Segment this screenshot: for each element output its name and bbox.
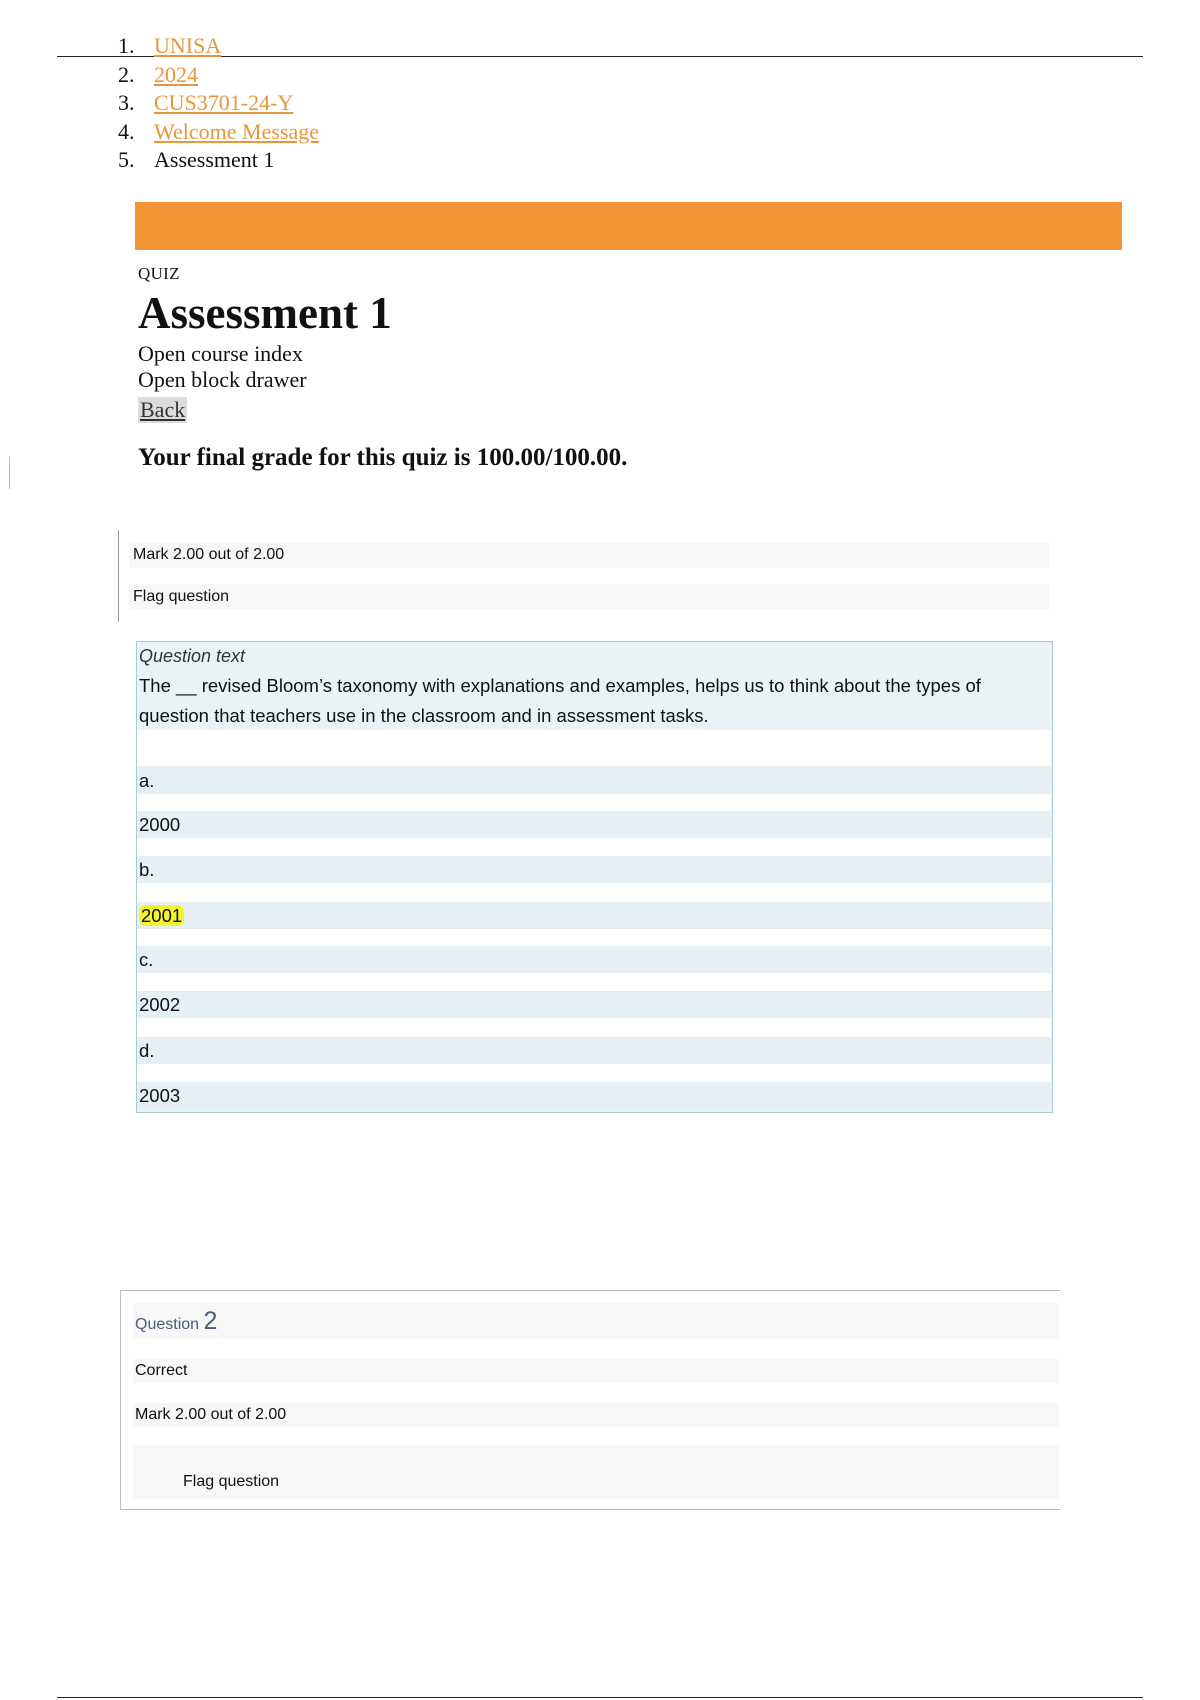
flag-question-button[interactable]: Flag question [129, 584, 1049, 610]
question-2-flag-area [133, 1445, 1059, 1499]
question-mark: Mark 2.00 out of 2.00 [129, 542, 1049, 568]
breadcrumb-item: 2. 2024 [118, 61, 319, 90]
activity-type-label: QUIZ [138, 264, 180, 283]
open-block-drawer-button[interactable]: Open block drawer [138, 367, 307, 392]
question-1-content [136, 641, 1053, 1113]
option-b[interactable] [137, 902, 1051, 929]
option-letter-a: a. [137, 767, 1051, 794]
option-c[interactable]: 2002 [137, 991, 1051, 1018]
bottom-rule [57, 1697, 1143, 1698]
breadcrumb-link-course[interactable]: CUS3701-24-Y [154, 90, 294, 115]
breadcrumb-item: 4. Welcome Message [118, 118, 319, 147]
breadcrumb-link-welcome[interactable]: Welcome Message [154, 118, 319, 144]
question-1-info [118, 530, 1047, 622]
page-title: Assessment 1 [138, 288, 392, 338]
selected-answer-highlight: 2001 [141, 905, 183, 926]
question-text: The __ revised Bloom’s taxonomy with explanations and examples, helps us to think about the types of question that teachers use in the classroom and in assessment tasks. [139, 675, 981, 726]
breadcrumb-link-unisa[interactable]: UNISA [154, 33, 222, 58]
option-letter-b: b. [137, 856, 1051, 883]
question-2-status: Correct [133, 1359, 1059, 1383]
page-banner [135, 202, 1122, 250]
breadcrumb-item: 5. Assessment 1 [118, 146, 319, 175]
open-course-index-button[interactable]: Open course index [138, 341, 303, 366]
breadcrumb [118, 32, 319, 175]
option-d[interactable]: 2003 [137, 1082, 1051, 1109]
breadcrumb-current: Assessment 1 [154, 147, 275, 172]
spacer [137, 730, 1051, 766]
breadcrumb-item: 1. UNISA [118, 32, 319, 61]
question-text-label: Question text [139, 646, 246, 666]
question-2-number: Question 2 [133, 1303, 1059, 1339]
final-grade: Your final grade for this quiz is 100.00/100.00. [138, 444, 628, 471]
breadcrumb-item: 3. CUS3701-24-Y [118, 89, 319, 118]
question-2-mark: Mark 2.00 out of 2.00 [133, 1403, 1059, 1427]
back-button[interactable]: Back [140, 397, 186, 422]
flag-question-button[interactable]: Flag question [183, 1473, 280, 1490]
question-2-info [120, 1290, 1060, 1510]
option-a[interactable]: 2000 [137, 811, 1051, 838]
breadcrumb-link-year[interactable]: 2024 [154, 61, 198, 87]
option-letter-c: c. [137, 946, 1051, 973]
option-letter-d: d. [137, 1037, 1051, 1064]
margin-mark [9, 457, 10, 489]
